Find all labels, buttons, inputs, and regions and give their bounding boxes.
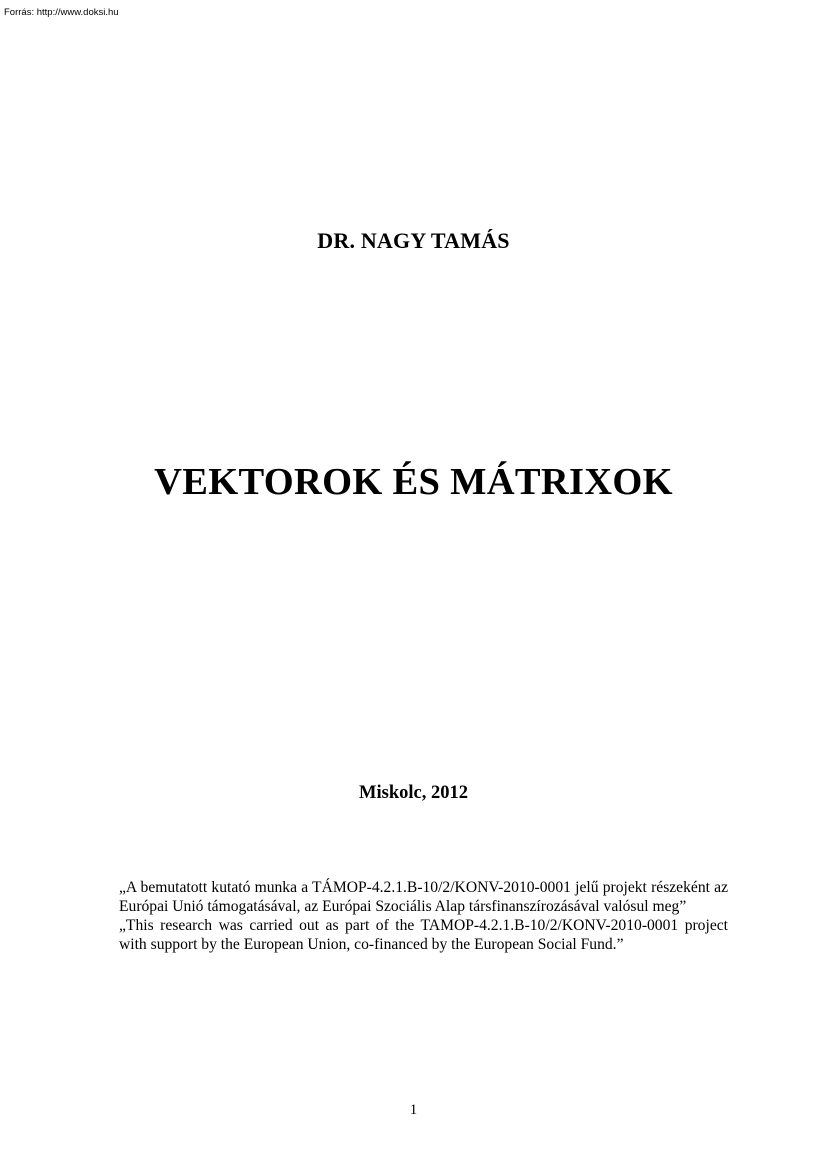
author-name: DR. NAGY TAMÁS xyxy=(317,228,510,253)
funding-statement-english: „This research was carried out as part of the TAMOP-4.2.1.B-10/2/KONV-2010-0001 project with support by the European Union, co-financed by the European Social Fund.” xyxy=(119,917,728,953)
document-title: VEKTOROK ÉS MÁTRIXOK xyxy=(154,461,673,503)
source-note: Forrás: http://www.doksi.hu xyxy=(4,7,119,18)
funding-statement-hungarian: „A bemutatott kutató munka a TÁMOP-4.2.1.B-10/2/KONV-2010-0001 jelű projekt részeként az Európai Unió támogatásával, az Európai Szociális Alap társfinanszírozásával valósul meg” xyxy=(119,879,728,915)
place-and-year: Miskolc, 2012 xyxy=(359,783,468,803)
page-number: 1 xyxy=(409,1102,418,1118)
funding-statement xyxy=(119,878,728,954)
